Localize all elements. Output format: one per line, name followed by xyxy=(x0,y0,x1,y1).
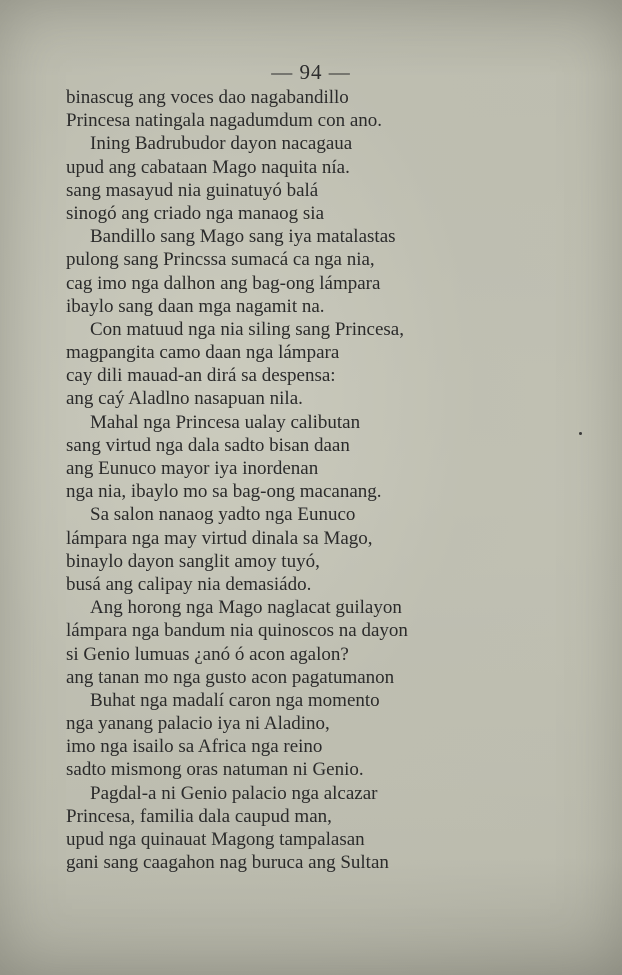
text-line: ang tanan mo nga gusto acon pagatumanon xyxy=(66,666,395,688)
text-line: Bandillo sang Mago sang iya matalastas xyxy=(90,226,396,248)
text-line: Pagdal-a ni Genio palacio nga alcazar xyxy=(90,782,378,804)
text-line: nga yanang palacio iya ni Aladino, xyxy=(66,713,330,735)
text-line: sang masayud nia guinatuyó balá xyxy=(66,179,319,201)
text-line: ang Eunuco mayor iya inordenan xyxy=(66,458,319,479)
text-line: Princesa natingala nagadumdum con ano. xyxy=(66,110,383,132)
text-line: Con matuud nga nia siling sang Princesa, xyxy=(90,318,404,340)
text-line: binascug ang voces dao nagabandillo xyxy=(66,87,349,108)
text-line: lámpara nga may virtud dinala sa Mago, xyxy=(66,527,373,549)
text-line: busá ang calipay nia demasiádo. xyxy=(66,573,312,595)
text-line: cay dili mauad-an dirá sa despensa: xyxy=(66,365,336,387)
poem-text xyxy=(66,86,566,874)
text-line: pulong sang Princssa sumacá ca nga nia, xyxy=(66,249,375,271)
text-line: magpangita camo daan nga lámpara xyxy=(66,342,340,364)
text-line: Buhat nga madalí caron nga momento xyxy=(90,689,380,711)
text-line: Princesa, familia dala caupud man, xyxy=(66,805,332,827)
text-line: Ang horong nga Mago naglacat guilayon xyxy=(90,597,402,619)
text-line: upud nga quinauat Magong tampalasan xyxy=(66,829,365,850)
text-line: Mahal nga Princesa ualay calibutan xyxy=(90,411,361,433)
text-line: sang virtud nga dala sadto bisan daan xyxy=(66,434,350,456)
text-line: Ining Badrubudor dayon nacagaua xyxy=(90,133,353,155)
text-line: gani sang caagahon nag buruca ang Sultan xyxy=(66,852,389,874)
ink-speck xyxy=(579,432,582,435)
text-line: ang caý Aladlno nasapuan nila. xyxy=(66,388,303,410)
text-line: sadto mismong oras natuman ni Genio. xyxy=(66,759,364,781)
text-line: lámpara nga bandum nia quinoscos na dayon xyxy=(66,620,408,642)
text-line: nga nia, ibaylo mo sa bag-ong macanang. xyxy=(66,481,382,503)
text-line: ibaylo sang daan mga nagamit na. xyxy=(66,295,325,317)
text-line: cag imo nga dalhon ang bag-ong lámpara xyxy=(66,272,381,294)
text-line: upud ang cabataan Mago naquita nía. xyxy=(66,156,350,178)
text-line: binaylo dayon sanglit amoy tuyó, xyxy=(66,550,320,572)
text-line: si Genio lumuas ¿anó ó acon agalon? xyxy=(66,643,349,665)
text-line: imo nga isailo sa Africa nga reino xyxy=(66,736,323,758)
text-line: sinogó ang criado nga manaog sia xyxy=(66,202,325,224)
text-line: Sa salon nanaog yadto nga Eunuco xyxy=(90,504,356,526)
page-number: — 94 — xyxy=(271,60,351,84)
